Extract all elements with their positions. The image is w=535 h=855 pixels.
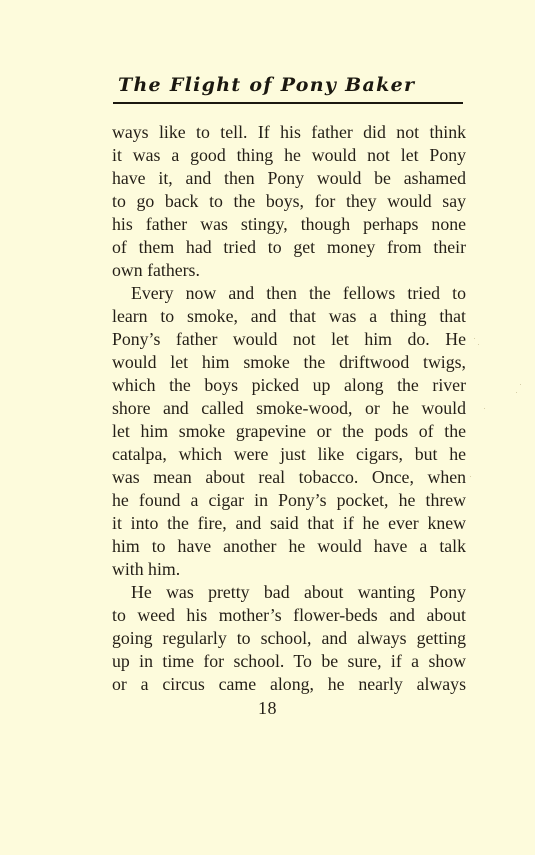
- text-line: or a circus came along, he nearly always: [112, 674, 466, 694]
- text-line: to go back to the boys, for they would say: [112, 191, 466, 211]
- paragraph: [112, 581, 466, 696]
- text-line: was mean about real tobacco. Once, when: [112, 467, 466, 487]
- text-line: would let him smoke the driftwood twigs,: [112, 352, 466, 372]
- text-line: to weed his mother’s flower-beds and about: [112, 605, 466, 625]
- paper-speck: [470, 476, 471, 477]
- paragraph: [112, 121, 466, 282]
- text-line: him to have another he would have a talk: [112, 536, 466, 556]
- page-header: [113, 72, 463, 106]
- body-text: [112, 121, 466, 696]
- text-line: have it, and then Pony would be ashamed: [112, 168, 466, 188]
- text-line: up in time for school. To be sure, if a show: [112, 651, 466, 671]
- text-line: with him.: [112, 559, 181, 579]
- text-line: learn to smoke, and that was a thing that: [112, 306, 466, 326]
- header-rule: [113, 102, 463, 104]
- text-line: Pony’s father would not let him do. He: [112, 329, 466, 349]
- paper-speck: [478, 344, 479, 345]
- paper-speck: [474, 338, 475, 339]
- paper-speck: [484, 408, 485, 409]
- text-line: his father was stingy, though perhaps none: [112, 214, 466, 234]
- text-line: it into the fire, and said that if he ever knew: [112, 513, 466, 533]
- running-title: The Flight of Pony Baker: [118, 74, 416, 96]
- page-number: 18: [258, 698, 277, 718]
- text-line: he found a cigar in Pony’s pocket, he threw: [112, 490, 466, 510]
- text-line: own fathers.: [112, 260, 200, 280]
- paper-speck: [516, 392, 517, 393]
- text-line: ways like to tell. If his father did not think: [112, 122, 466, 142]
- text-line: catalpa, which were just like cigars, but he: [112, 444, 466, 464]
- text-line: of them had tried to get money from their: [112, 237, 466, 257]
- text-line: it was a good thing he would not let Pony: [112, 145, 466, 165]
- text-line: shore and called smoke-wood, or he would: [112, 398, 466, 418]
- paper-speck: [520, 384, 521, 385]
- text-line: He was pretty bad about wanting Pony: [131, 582, 466, 602]
- text-line: going regularly to school, and always getting: [112, 628, 466, 648]
- paragraph: [112, 282, 466, 581]
- text-line: which the boys picked up along the river: [112, 375, 466, 395]
- text-line: let him smoke grapevine or the pods of the: [112, 421, 466, 441]
- text-line: Every now and then the fellows tried to: [131, 283, 466, 303]
